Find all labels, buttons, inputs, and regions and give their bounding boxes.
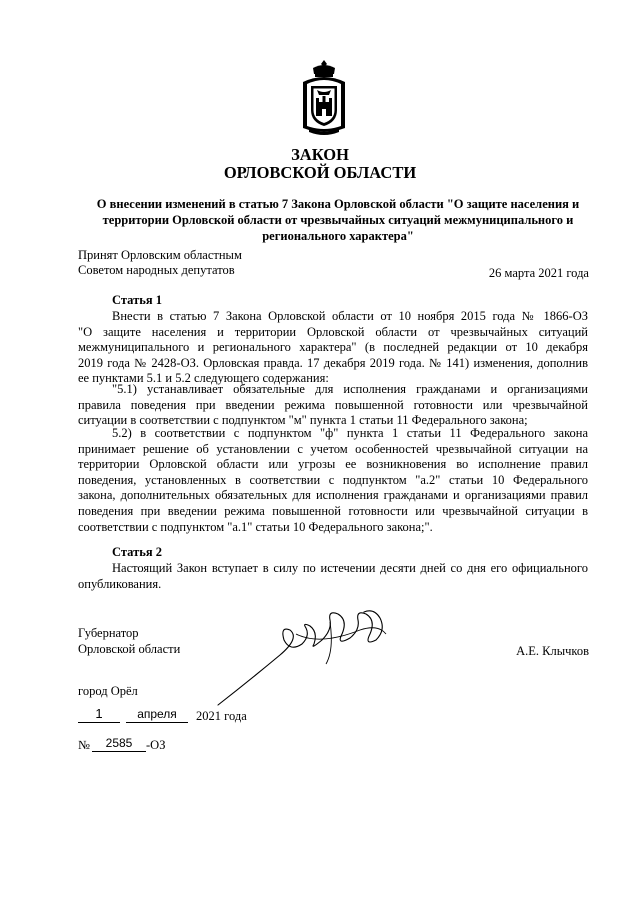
article-2-paragraph-1: Настоящий Закон вступает в силу по истечении десяти дней со дня его официального опубликования. (78, 561, 588, 591)
signing-date (78, 706, 298, 726)
law-number-value: 2585 (92, 735, 146, 752)
signing-day: 1 (78, 706, 120, 723)
article-1-title: Статья 1 (112, 293, 162, 307)
adopted-by: Принят Орловским областным Советом народных депутатов (78, 248, 242, 277)
article-1-paragraph-1: Внести в статью 7 Закона Орловской области от 10 ноября 2015 года № 1866-ОЗ "О защите населения и территории Орловской области от чрезвычайных ситуаций межмуниципального и регионального характера" (в последней редакции от 10 декабря 2019 года № 2428-ОЗ. Орловская правда. 17 декабря 2019 года. № 141) изменения, дополнив ее пунктами 5.1 и 5.2 следующего содержания: (78, 309, 588, 386)
article-1-paragraph-3: 5.2) в соответствии с подпунктом "ф" пункта 1 статьи 11 Федерального закона принимает решение об установлении с учетом особенностей чрезвычайной ситуации на территории Орловской области или угрозы ее возникновения во исполнение правил поведения, установленных в соответствии с подпунктом "а.2" статьи 10 Федерального закона, дополнительных обязательных для исполнения гражданами и организациями правил поведения при введении режима повышенной готовности или чрезвычайной ситуации в соответствии с подпунктом "а.1" статьи 10 Федерального закона;". (78, 426, 588, 534)
law-title: ЗАКОН (291, 145, 349, 164)
signing-month: апреля (126, 706, 188, 723)
law-region-title: ОРЛОВСКОЙ ОБЛАСТИ (223, 163, 417, 182)
number-sign: № (78, 738, 90, 752)
article-2-title: Статья 2 (112, 545, 162, 559)
signatory-position: Губернатор Орловской области (78, 626, 181, 656)
adoption-date: 26 марта 2021 года (488, 266, 589, 280)
article-1-paragraph-2: "5.1) устанавливает обязательные для исполнения гражданами и организациями правила поведения при введении режима повышенной готовности или чрезвычайной ситуации в соответствии с подпунктом "м" пункта 1 статьи 11 Федерального закона; (78, 382, 588, 428)
city: город Орёл (78, 684, 138, 698)
law-subject: О внесении изменений в статью 7 Закона Орловской области "О защите населения и территории Орловской области от чрезвычайных ситуаций межмуниципального и регионального характера" (96, 197, 580, 243)
law-number (78, 735, 278, 755)
handwritten-signature (210, 600, 400, 710)
signatory-name: А.Е. Клычков (516, 644, 589, 658)
signing-year: 2021 года (196, 709, 247, 723)
coat-of-arms-icon (299, 58, 349, 138)
law-number-suffix: -ОЗ (146, 738, 166, 752)
